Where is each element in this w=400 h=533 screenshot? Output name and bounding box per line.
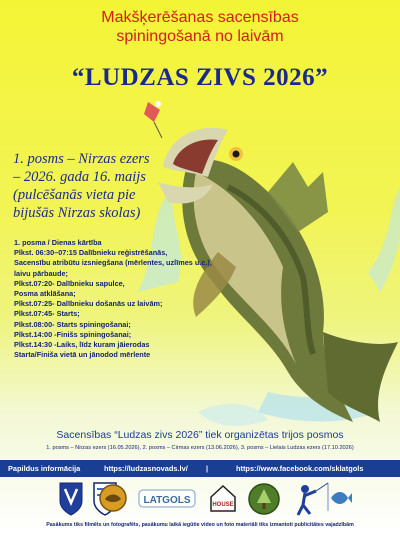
schedule-item: Plkst.14:30 -Laiks, līdz kuram jāierodas (14, 340, 150, 350)
heading-line-1: Makšķerēšanas sacensības (101, 9, 299, 26)
coat-of-arms-icon (58, 481, 84, 517)
schedule-item: Plkst.07:20- Dalībnieku sapulce, (14, 278, 125, 288)
stage-line-4: bijušās Nirzas skolas) (13, 205, 141, 221)
schedule-item: Plkst.07:25- Dalībnieku došanās uz laivām; (14, 299, 163, 309)
organized-statement: Sacensības “Ludzas zivs 2026” tiek organizētas trijos posmos (56, 429, 344, 441)
house-logo-text: HOUSE (212, 502, 234, 508)
schedule-item: Plkst.07:45- Starts; (14, 309, 80, 319)
fishing-club-badge-icon (98, 483, 128, 513)
footer-note: Pasākums tiks filmēts un fotografēts, pasākumu laikā iegūtie video un foto materiāli tiks izmantoti publicitātes vajadzībām (46, 522, 354, 528)
latgols-logo-text: LATGOLS (143, 495, 191, 506)
sponsor-logos (0, 479, 400, 521)
angler-figure-icon (290, 481, 330, 519)
facebook-link[interactable]: https://www.facebook.com/sklatgols (236, 464, 364, 473)
forest-emblem-icon (246, 481, 282, 517)
event-title: “LUDZAS ZIVS 2026” (71, 64, 329, 91)
schedule-item: Sacensību atribūtu izsniegšana (mērlentes, uzlīmes u.c.), (14, 258, 212, 268)
stage-line-2: – 2026. gada 16. maijs (13, 169, 146, 185)
stages-line: 1. posms – Nirzas ezers (16.05.2026), 2. posms – Cirmas ezers (13.06.2026), 3. posms – Lielais Ludzas ezers (17.10.2026) (46, 445, 354, 451)
latgols-logo (138, 485, 196, 511)
website-link[interactable]: https://ludzasnovads.lv/ (104, 464, 188, 473)
poster-heading (0, 8, 400, 46)
info-label: Papildus informācija (8, 464, 81, 473)
fish-emblem-icon (328, 485, 352, 511)
schedule-item: Starta/Finiša vietā un jānodod mērlente (14, 350, 151, 360)
schedule-item: laivu pārbaude; (14, 268, 68, 278)
schedule-item: Plkst.14:00 -Finišs spiningošanai; (14, 329, 132, 339)
schedule-item: Plkst.08:00- Starts spiningošanai; (14, 319, 131, 329)
stage-line-3: (pulcēšanās vieta pie (13, 187, 136, 203)
schedule-item: Plkst. 06:30–07:15 Dalībnieku reģistrēšanās, (14, 248, 168, 258)
stage-info (13, 150, 163, 222)
schedule (14, 238, 274, 360)
info-bar (0, 460, 400, 477)
house-logo (208, 482, 238, 514)
heading-line-2: spiningošanā no laivām (116, 28, 284, 45)
schedule-item: Posma atklāšana; (14, 289, 76, 299)
stage-line-1: 1. posms – Nirzas ezers (13, 151, 150, 167)
separator: | (206, 464, 209, 473)
schedule-heading: 1. posma / Dienas kārtība (14, 238, 102, 247)
